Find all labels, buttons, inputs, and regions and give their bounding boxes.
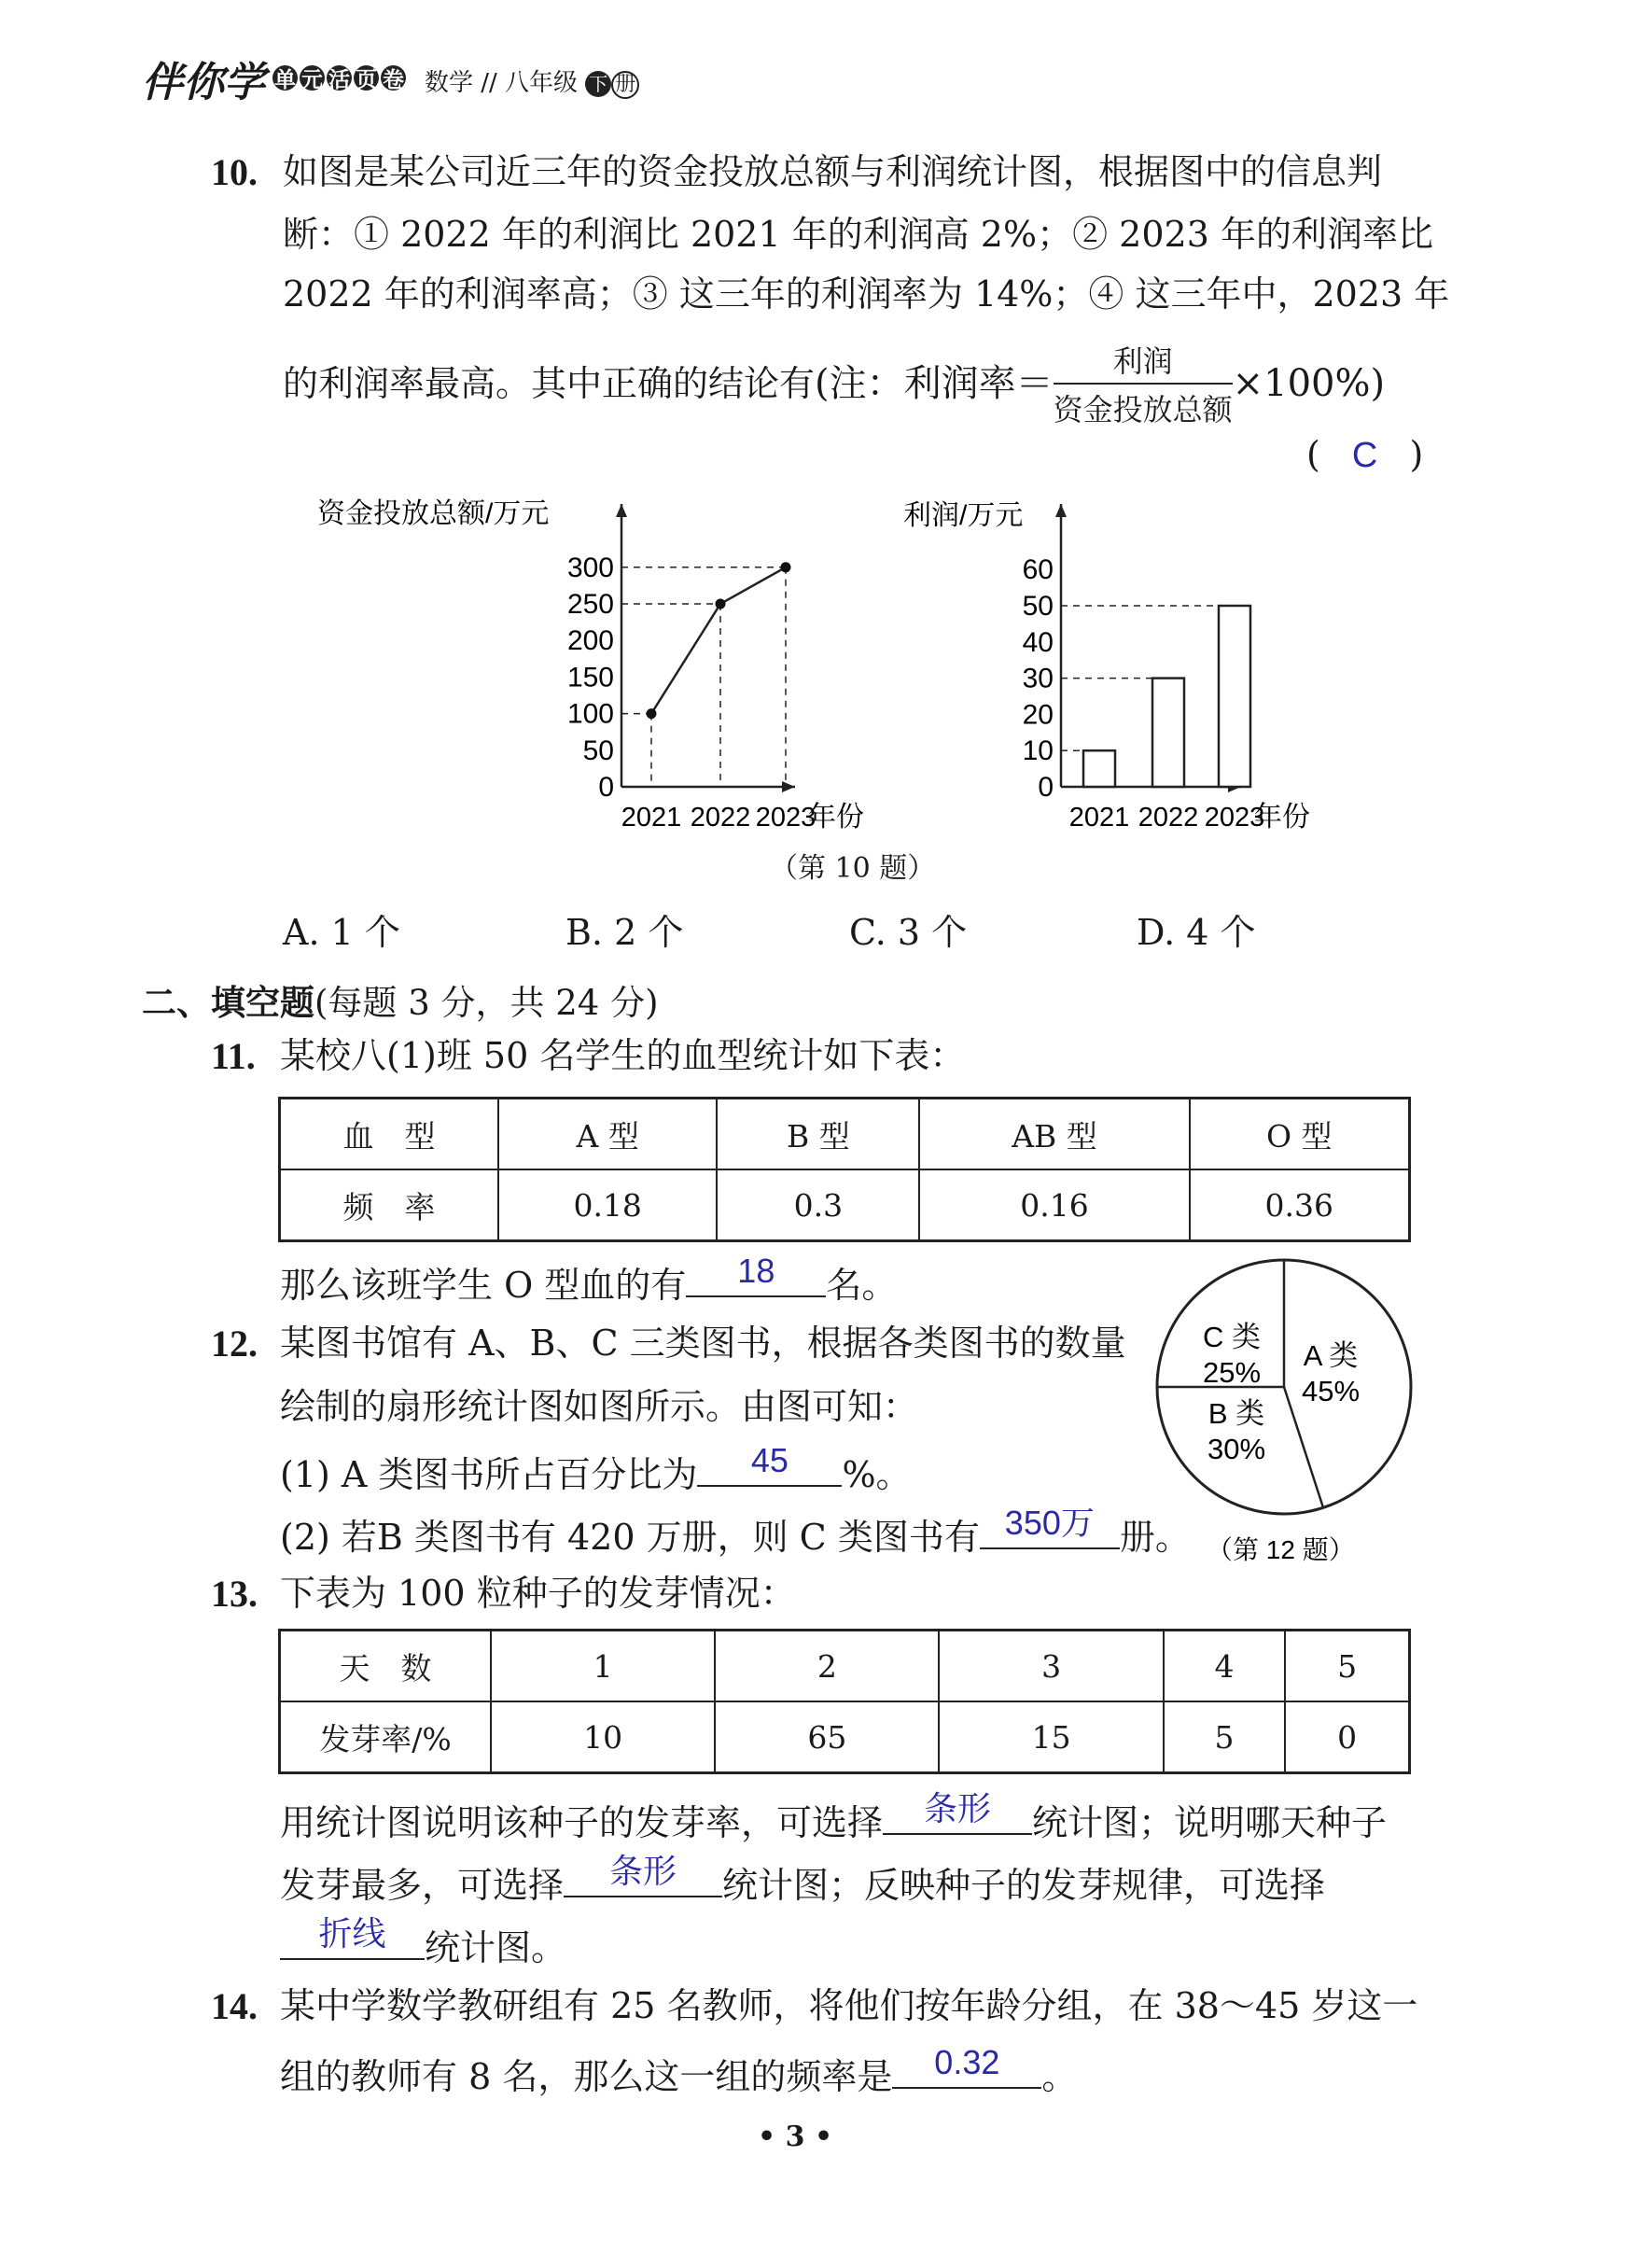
q12-p1-answer: 45 xyxy=(750,1441,789,1479)
series-char: 元 xyxy=(300,65,325,91)
header-subject-text: 数学 // 八年级 xyxy=(425,69,579,97)
answer-close: ) xyxy=(1409,434,1424,475)
chart1-y-tick-label: 50 xyxy=(582,735,614,766)
q12-p2-answer: 350万 xyxy=(1004,1504,1095,1542)
q12-p1-suffix: %。 xyxy=(842,1454,912,1495)
chart1-ylabel: 资金投放总额/万元 xyxy=(317,498,550,529)
chart2-bar xyxy=(1152,679,1184,787)
series-char: 单 xyxy=(272,65,298,91)
chart2-bar xyxy=(1083,750,1115,787)
q14-answer: 0.32 xyxy=(934,2043,1000,2081)
q10-line3: 2022 年的利润率高；③ 这三年的利润率为 14%；④ 这三年中，2023 年 xyxy=(283,273,1450,315)
q13-l2-prefix: 发芽最多，可选择 xyxy=(280,1865,565,1906)
q10-frac-num: 利润 xyxy=(1054,338,1233,385)
table-cell: AB 型 xyxy=(919,1099,1189,1170)
table-row xyxy=(280,1631,1410,1702)
profit-bar-chart xyxy=(900,485,1404,840)
q13-l2-suffix: 统计图；反映种子的发芽规律，可选择 xyxy=(722,1865,1326,1906)
q13-l1-answer: 条形 xyxy=(924,1789,992,1827)
table-cell: 0.36 xyxy=(1190,1169,1410,1241)
q11-text: 某校八(1)班 50 名学生的血型统计如下表： xyxy=(280,1035,966,1076)
table-cell: 0.18 xyxy=(498,1169,717,1241)
chart2-y-tick-label: 30 xyxy=(1022,663,1054,694)
q11-ans-prefix: 那么该班学生 O 型血的有 xyxy=(280,1265,687,1306)
header-brand: 伴你学 xyxy=(142,59,265,106)
pie-slice-percent: 25% xyxy=(1202,1356,1262,1389)
q13-line1 xyxy=(280,1789,1388,1843)
pie-slice-percent: 30% xyxy=(1207,1433,1266,1465)
chart1-y-arrow xyxy=(616,504,627,517)
chart2-bar xyxy=(1219,606,1250,787)
chart2-y-arrow xyxy=(1055,504,1067,517)
table-cell: 4 xyxy=(1164,1631,1286,1702)
q10-line2: 断：① 2022 年的利润比 2021 年的利润高 2%；② 2023 年的利润率比 xyxy=(283,214,1433,255)
section2-sub: (每题 3 分，共 24 分) xyxy=(314,983,659,1023)
q13-l3-blank[interactable] xyxy=(280,1914,425,1960)
q10-note-suffix: ×100%) xyxy=(1232,362,1386,405)
chart1-data-point xyxy=(647,708,657,719)
answer-open: ( xyxy=(1306,434,1320,475)
q14-l2-prefix: 组的教师有 8 名，那么这一组的频率是 xyxy=(280,2056,893,2097)
chart1-series-line xyxy=(651,567,786,714)
q13-l1-suffix: 统计图；说明哪天种子 xyxy=(1032,1802,1388,1843)
table-row xyxy=(280,1099,1410,1170)
chart1-data-point xyxy=(781,562,791,572)
q10-option-d: D. 4 个 xyxy=(1137,912,1256,953)
q14-line1: 某中学数学教研组有 25 名教师，将他们按年龄分组，在 38～45 岁这一 xyxy=(280,1985,1418,2026)
q14-number: 14. xyxy=(211,1985,258,2027)
q13-l3-answer: 折线 xyxy=(318,1914,386,1953)
table-row xyxy=(280,1701,1410,1773)
q10-line1: 如图是某公司近三年的资金投放总额与利润统计图，根据图中的信息判 xyxy=(283,151,1383,192)
q10-option-a: A. 1 个 xyxy=(283,912,400,953)
table-cell: 65 xyxy=(715,1701,939,1773)
series-char: 活 xyxy=(327,65,352,91)
q12-caption: （第 12 题） xyxy=(1207,1535,1355,1564)
chart1-y-tick-label: 150 xyxy=(566,662,614,693)
q14-line2 xyxy=(280,2043,1078,2097)
chart2-y-tick-label: 20 xyxy=(1022,699,1054,731)
q10-line4-text: 的利润率最高。其中正确的结论有 xyxy=(283,363,816,404)
header-subject xyxy=(425,63,639,99)
chart1-x-tick-label: 2021 xyxy=(621,803,682,833)
table-cell: 10 xyxy=(491,1701,715,1773)
table-cell: 2 xyxy=(715,1631,939,1702)
q12-p1-prefix: (1) A 类图书所占百分比为 xyxy=(280,1454,698,1495)
pie-slice-percent: 45% xyxy=(1301,1375,1361,1407)
q13-line3 xyxy=(280,1914,567,1968)
series-char: 页 xyxy=(354,65,379,91)
q14-l2-suffix: 。 xyxy=(1041,2056,1078,2097)
pie-slice-name: A 类 xyxy=(1303,1339,1359,1372)
q12-number: 12. xyxy=(211,1323,258,1365)
table-cell: 0 xyxy=(1285,1701,1409,1773)
table-cell: 15 xyxy=(939,1701,1163,1773)
q11-table xyxy=(278,1097,1411,1242)
section2-heading xyxy=(142,974,659,1025)
q12-part2 xyxy=(280,1504,1191,1558)
chart2-y-tick-label: 0 xyxy=(1038,772,1054,803)
pie-slice-name: B 类 xyxy=(1207,1397,1265,1430)
q13-number: 13. xyxy=(211,1573,258,1615)
investment-line-chart xyxy=(317,485,914,840)
q12-line2: 绘制的扇形统计图如图所示。由图可知： xyxy=(280,1386,919,1427)
chart2-x-axis-label: 年份 xyxy=(1254,802,1310,833)
chart1-data-point xyxy=(716,599,726,609)
page-number: • 3 • xyxy=(758,2121,833,2153)
chart1-y-tick-label: 200 xyxy=(566,625,614,657)
table-cell: 5 xyxy=(1164,1701,1286,1773)
table-cell: 5 xyxy=(1285,1631,1409,1702)
chart1-y-tick-label: 0 xyxy=(598,772,614,803)
q10-number: 10. xyxy=(211,151,258,193)
q10-option-b: B. 2 个 xyxy=(565,912,684,953)
q13-table xyxy=(278,1629,1411,1774)
header-vol-badge: 下 xyxy=(585,71,611,97)
chart1-x-axis-label: 年份 xyxy=(808,802,864,833)
table-cell: 天 数 xyxy=(280,1631,492,1702)
q10-option-c: C. 3 个 xyxy=(849,912,968,953)
chart2-x-tick-label: 2023 xyxy=(1204,803,1265,833)
table-cell: 3 xyxy=(939,1631,1163,1702)
section2-title: 二、填空题 xyxy=(142,983,314,1023)
q11-number: 11. xyxy=(211,1035,256,1077)
header-vol-badge: 册 xyxy=(611,71,639,99)
q11-answer-line xyxy=(280,1252,898,1306)
chart1-x-tick-label: 2023 xyxy=(755,803,816,833)
q14-blank[interactable] xyxy=(892,2043,1041,2089)
table-cell: 0.3 xyxy=(717,1169,919,1241)
q12-part1 xyxy=(280,1441,912,1495)
chart1-x-arrow xyxy=(782,781,795,792)
q10-answer: C xyxy=(1351,436,1378,475)
table-cell: O 型 xyxy=(1190,1099,1410,1170)
table-cell: 0.16 xyxy=(919,1169,1189,1241)
q13-l1-prefix: 用统计图说明该种子的发芽率，可选择 xyxy=(280,1802,884,1843)
table-cell: 1 xyxy=(491,1631,715,1702)
header-series xyxy=(272,65,406,91)
q11-answer: 18 xyxy=(737,1252,775,1290)
table-row xyxy=(280,1169,1410,1241)
chart2-y-tick-label: 50 xyxy=(1022,591,1054,622)
chart1-x-tick-label: 2022 xyxy=(690,803,751,833)
q12-line1: 某图书馆有 A、B、C 三类图书，根据各类图书的数量 xyxy=(280,1323,1126,1364)
book-pie-chart xyxy=(1152,1255,1423,1577)
q10-line4 xyxy=(283,338,1385,429)
q13-text: 下表为 100 粒种子的发芽情况： xyxy=(280,1573,796,1614)
q13-l2-answer: 条形 xyxy=(609,1852,677,1890)
q10-fraction xyxy=(1054,338,1233,429)
q12-p1-blank[interactable] xyxy=(697,1441,842,1487)
pie-slice-name: C 类 xyxy=(1203,1321,1261,1353)
q13-l1-blank[interactable] xyxy=(883,1789,1032,1835)
table-cell: 血 型 xyxy=(280,1099,499,1170)
chart2-ylabel: 利润/万元 xyxy=(903,500,1024,531)
table-cell: A 型 xyxy=(498,1099,717,1170)
chart2-x-tick-label: 2022 xyxy=(1138,803,1199,833)
chart2-y-tick-label: 60 xyxy=(1022,554,1054,586)
chart2-y-tick-label: 40 xyxy=(1022,626,1054,658)
q12-p2-blank[interactable] xyxy=(980,1504,1120,1549)
q11-ans-suffix: 名。 xyxy=(826,1265,898,1306)
table-cell: 频 率 xyxy=(280,1169,499,1241)
q10-answer-paren xyxy=(1306,434,1424,475)
chart2-x-tick-label: 2021 xyxy=(1068,803,1130,833)
q13-l3-suffix: 统计图。 xyxy=(425,1927,567,1968)
table-cell: 发芽率/% xyxy=(280,1701,492,1773)
chart1-y-tick-label: 250 xyxy=(566,589,614,620)
series-char: 卷 xyxy=(381,65,406,91)
q10-caption: （第 10 题） xyxy=(770,852,936,885)
chart1-y-tick-label: 100 xyxy=(566,698,614,730)
q12-p2-suffix: 册。 xyxy=(1119,1517,1191,1558)
q12-p2-prefix: (2) 若B 类图书有 420 万册，则 C 类图书有 xyxy=(280,1517,980,1558)
q13-l2-blank[interactable] xyxy=(564,1852,722,1897)
chart2-y-tick-label: 10 xyxy=(1022,735,1054,767)
q10-frac-den: 资金投放总额 xyxy=(1053,392,1233,427)
q13-line2 xyxy=(280,1852,1326,1906)
chart1-y-tick-label: 300 xyxy=(566,552,614,583)
table-cell: B 型 xyxy=(717,1099,919,1170)
q11-blank[interactable] xyxy=(686,1252,826,1297)
q10-note-prefix: (注：利润率＝ xyxy=(815,362,1054,405)
